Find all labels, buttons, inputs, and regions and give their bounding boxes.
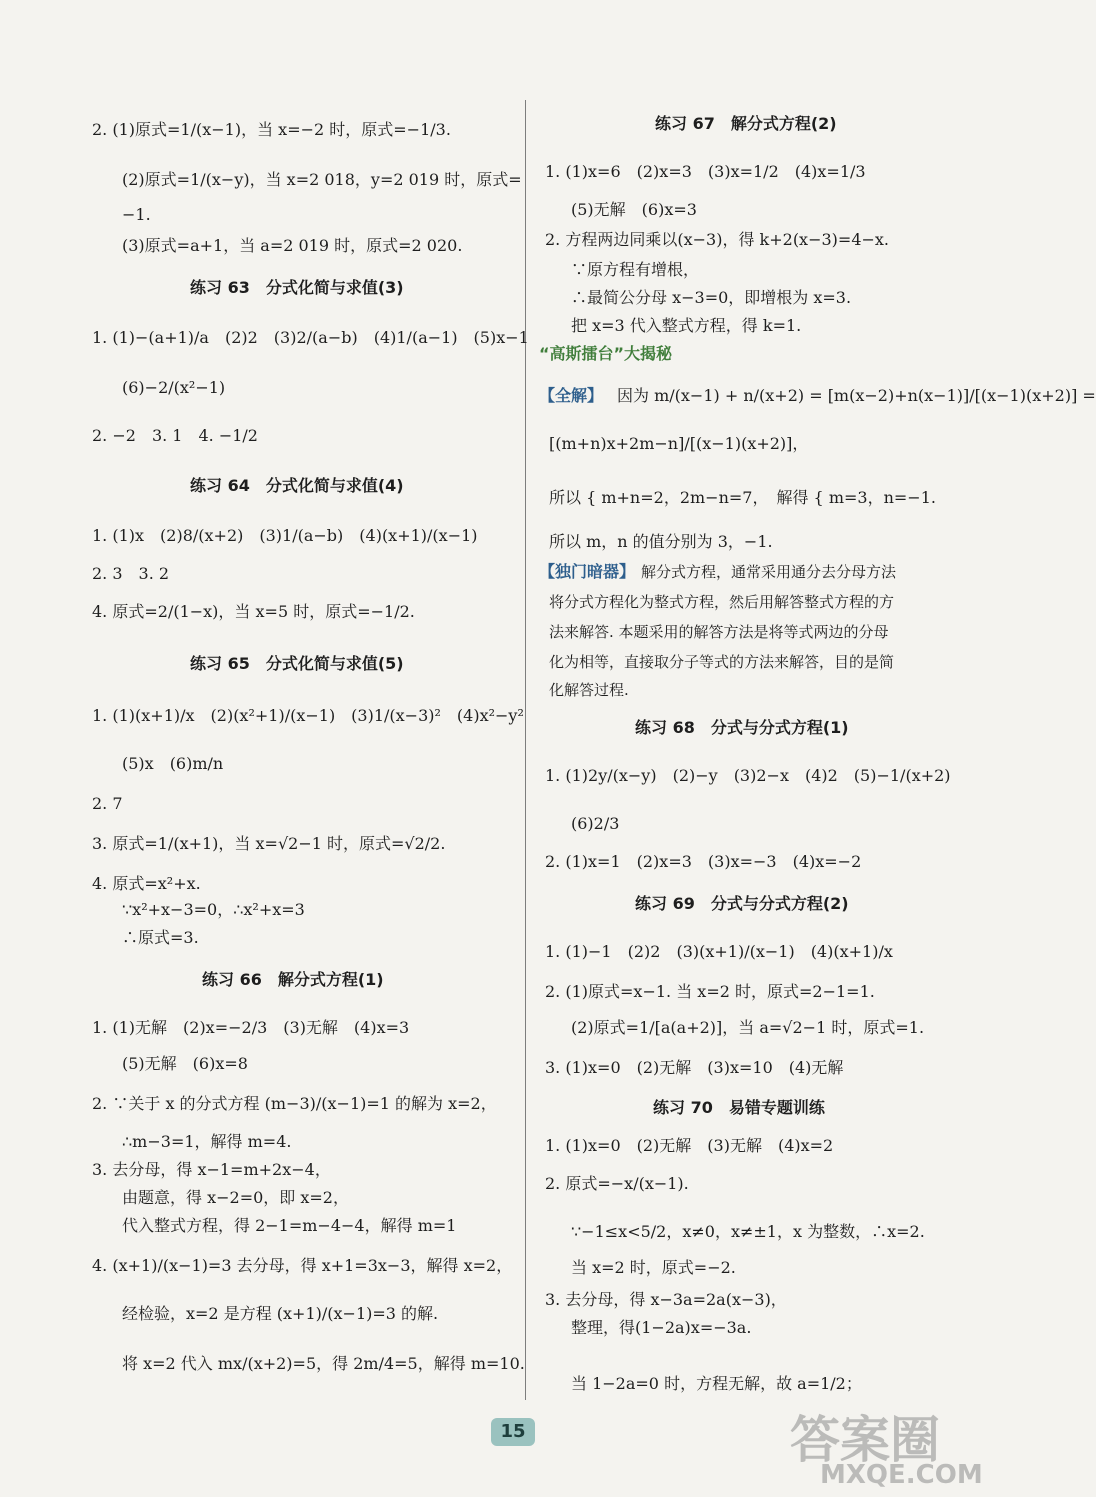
answer-line: 代入整式方程，得 2−1=m−4−4，解得 m=1 [122,1216,457,1235]
answer-line: (6)2/3 [571,814,620,833]
answer-line: 1. (1)x (2)8/(x+2) (3)1/(a−b) (4)(x+1)/(x−1) [92,526,478,545]
note-line: 解分式方程，通常采用通分去分母方法 [641,563,897,581]
note-line: 将分式方程化为整式方程，然后用解答整式方程的方 [549,593,895,611]
answer-line: 2. −2 3. 1 4. −1/2 [92,426,258,445]
answer-line: 1. (1)无解 (2)x=−2/3 (3)无解 (4)x=3 [92,1018,410,1037]
answer-line: ∵−1≤x<5/2，x≠0，x≠±1，x 为整数，∴x=2. [571,1222,925,1241]
section-heading: 练习 68 分式与分式方程(1) [635,718,849,737]
watermark-logo-en: MXQE.COM [820,1460,983,1490]
answer-line: (6)−2/(x²−1) [122,378,226,397]
answer-line: 经检验，x=2 是方程 (x+1)/(x−1)=3 的解. [122,1304,439,1323]
answer-line: 所以 m，n 的值分别为 3，−1. [549,532,773,551]
answer-line: 2. 7 [92,794,123,813]
answer-line: (5)无解 (6)x=8 [122,1054,248,1073]
full-solution-tag: 【全解】 [539,386,604,405]
answer-line: 1. (1)x=0 (2)无解 (3)无解 (4)x=2 [545,1136,834,1155]
section-heading: 练习 65 分式化简与求值(5) [190,654,404,673]
answer-line: 3. 去分母，得 x−1=m+2x−4， [92,1160,331,1179]
answer-line: 1. (1)x=6 (2)x=3 (3)x=1/2 (4)x=1/3 [545,162,866,181]
answer-line: 2. ∵关于 x 的分式方程 (m−3)/(x−1)=1 的解为 x=2， [92,1094,497,1113]
answer-line: 当 1−2a=0 时，方程无解，故 a=1/2； [571,1374,862,1393]
note-line: 化解答过程. [549,681,629,699]
section-heading: 练习 63 分式化简与求值(3) [190,278,404,297]
answer-line: (2)原式=1/[a(a+2)]，当 a=√2−1 时，原式=1. [571,1018,925,1037]
note-line: 法来解答. 本题采用的解答方法是将等式两边的分母 [549,623,889,641]
answer-line: 3. 原式=1/(x+1)，当 x=√2−1 时，原式=√2/2. [92,834,446,853]
answer-line: 2. (1)原式=1/(x−1)，当 x=−2 时，原式=−1/3. [92,120,451,139]
answer-line: 4. (x+1)/(x−1)=3 去分母，得 x+1=3x−3，解得 x=2， [92,1256,513,1275]
answer-line: 3. (1)x=0 (2)无解 (3)x=10 (4)无解 [545,1058,844,1077]
gauss-arena-heading: “高斯擂台”大揭秘 [539,344,673,363]
answer-line: 3. 去分母，得 x−3a=2a(x−3)， [545,1290,787,1309]
answer-line: 所以 { m+n=2，2m−n=7， 解得 { m=3，n=−1. [549,488,936,507]
page-number: 15 [491,1418,535,1446]
answer-line: 整理，得(1−2a)x=−3a. [571,1318,752,1337]
answer-line: (5)无解 (6)x=3 [571,200,697,219]
section-heading: 练习 64 分式化简与求值(4) [190,476,404,495]
answer-line: 2. (1)原式=x−1. 当 x=2 时，原式=2−1=1. [545,982,875,1001]
answer-line: 4. 原式=2/(1−x)，当 x=5 时，原式=−1/2. [92,602,415,621]
answer-line: ∴m−3=1，解得 m=4. [122,1132,292,1151]
answer-line: ∴原式=3. [122,928,199,947]
answer-line: 将 x=2 代入 mx/(x+2)=5，得 2m/4=5，解得 m=10. [122,1354,525,1373]
answer-line: 2. 3 3. 2 [92,564,170,583]
column-divider [525,100,526,1400]
watermark-logo-cn: 答案圈 [790,1411,940,1469]
unique-trick-tag: 【独门暗器】 [539,562,636,581]
answer-line: −1. [122,205,151,224]
answer-line: 1. (1)2y/(x−y) (2)−y (3)2−x (4)2 (5)−1/(x+2) [545,766,951,785]
section-heading: 练习 69 分式与分式方程(2) [635,894,849,913]
answer-line: 4. 原式=x²+x. [92,874,201,893]
answer-line: 因为 m/(x−1) + n/(x+2) = [m(x−2)+n(x−1)]/[(x−1)(x+2)] = [617,386,1096,405]
answer-line: 2. 方程两边同乘以(x−3)，得 k+2(x−3)=4−x. [545,230,890,249]
answer-line: 2. 原式=−x/(x−1). [545,1174,689,1193]
left-column [84,0,529,1400]
answer-line: ∵原方程有增根， [571,260,700,279]
answer-line: 1. (1)−1 (2)2 (3)(x+1)/(x−1) (4)(x+1)/x [545,942,893,961]
answer-line: 把 x=3 代入整式方程，得 k=1. [571,316,802,335]
answer-line: [(m+n)x+2m−n]/[(x−1)(x+2)]， [549,434,809,453]
answer-line: 2. (1)x=1 (2)x=3 (3)x=−3 (4)x=−2 [545,852,862,871]
answer-line: (3)原式=a+1，当 a=2 019 时，原式=2 020. [122,236,463,255]
answer-line: (5)x (6)m/n [122,754,224,773]
answer-line: 1. (1)−(a+1)/a (2)2 (3)2/(a−b) (4)1/(a−1) (5)x−1 [92,328,529,347]
answer-line: ∴最简公分母 x−3=0，即增根为 x=3. [571,288,852,307]
answer-line: ∵x²+x−3=0，∴x²+x=3 [122,900,305,919]
answer-line: 由题意，得 x−2=0，即 x=2， [122,1188,349,1207]
note-line: 化为相等，直接取分子等式的方法来解答，目的是简 [549,653,895,671]
section-heading: 练习 67 解分式方程(2) [655,114,837,133]
answer-line: 1. (1)(x+1)/x (2)(x²+1)/(x−1) (3)1/(x−3)² (4)x²−y² [92,706,524,725]
section-heading: 练习 66 解分式方程(1) [202,970,384,989]
right-column [539,0,1096,1400]
section-heading: 练习 70 易错专题训练 [653,1098,825,1117]
answer-line: 当 x=2 时，原式=−2. [571,1258,736,1277]
answer-line: (2)原式=1/(x−y)，当 x=2 018，y=2 019 时，原式= [122,170,522,189]
